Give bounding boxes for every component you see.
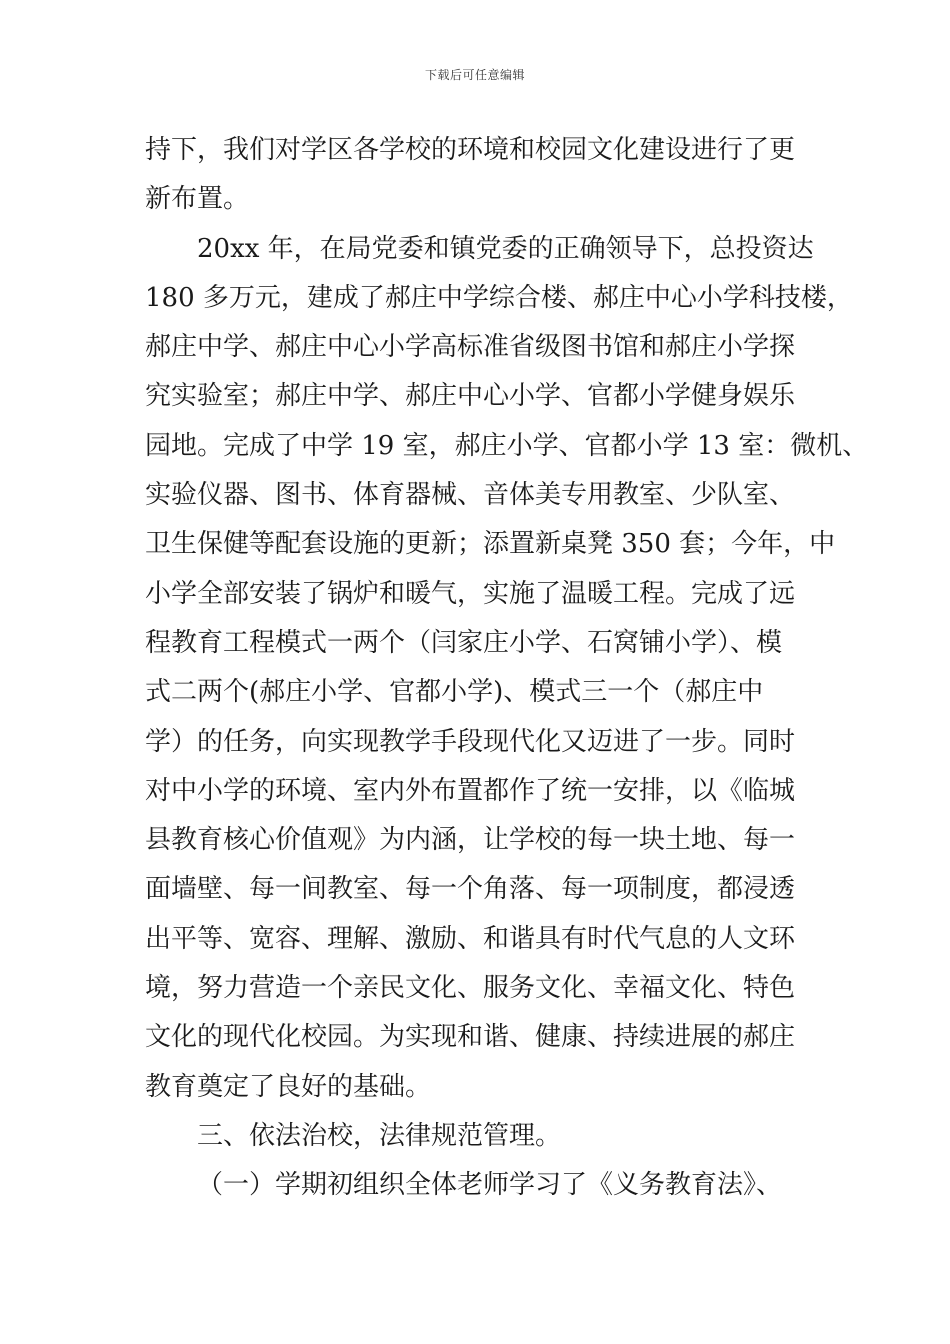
text-line: 郝庄中学、郝庄中心小学高标准省级图书馆和郝庄小学探 bbox=[145, 332, 796, 363]
text-line: 究实验室；郝庄中学、郝庄中心小学、官都小学健身娱乐 bbox=[145, 381, 796, 412]
text-line: 卫生保健等配套设施的更新；添置新桌凳 350 套；今年，中 bbox=[145, 529, 836, 560]
text-line: 境，努力营造一个亲民文化、服务文化、幸福文化、特色 bbox=[145, 973, 796, 1004]
text-line: 20xx 年，在局党委和镇党委的正确领导下，总投资达 bbox=[197, 233, 814, 264]
text-line: 面墙壁、每一间教室、每一个角落、每一项制度，都浸透 bbox=[145, 874, 796, 905]
text-line: （一）学期初组织全体老师学习了《义务教育法》、 bbox=[197, 1170, 783, 1201]
text-line: 园地。完成了中学 19 室，郝庄小学、官都小学 13 室：微机、 bbox=[145, 430, 869, 461]
text-line: 180 多万元，建成了郝庄中学综合楼、郝庄中心小学科技楼， bbox=[145, 282, 853, 313]
page-header: 下载后可任意编辑 bbox=[424, 68, 525, 82]
text-line: 持下，我们对学区各学校的环境和校园文化建设进行了更 bbox=[145, 135, 796, 165]
text-line: 三、依法治校，法律规范管理。 bbox=[197, 1120, 562, 1151]
text-line: 对中小学的环境、室内外布置都作了统一安排，以《临城 bbox=[145, 775, 796, 806]
text-line: 学）的任务，向实现教学手段现代化又迈进了一步。同时 bbox=[145, 726, 796, 757]
text-line: 教育奠定了良好的基础。 bbox=[145, 1071, 432, 1102]
body-text bbox=[145, 126, 869, 1211]
text-line: 小学全部安装了锅炉和暖气，实施了温暖工程。完成了远 bbox=[145, 578, 796, 609]
text-line: 新布置。 bbox=[145, 184, 250, 215]
text-line: 出平等、宽容、理解、激励、和谐具有时代气息的人文环 bbox=[145, 923, 796, 954]
text-line: 县教育核心价值观》为内涵，让学校的每一块土地、每一 bbox=[145, 825, 796, 856]
text-line: 文化的现代化校园。为实现和谐、健康、持续进展的郝庄 bbox=[145, 1022, 796, 1053]
text-line: 式二两个(郝庄小学、官都小学)、模式三一个（郝庄中 bbox=[145, 677, 764, 708]
text-line: 实验仪器、图书、体育器械、音体美专用教室、少队室、 bbox=[145, 480, 796, 511]
text-line: 程教育工程模式一两个（闫家庄小学、石窝铺小学）、模 bbox=[145, 627, 783, 658]
